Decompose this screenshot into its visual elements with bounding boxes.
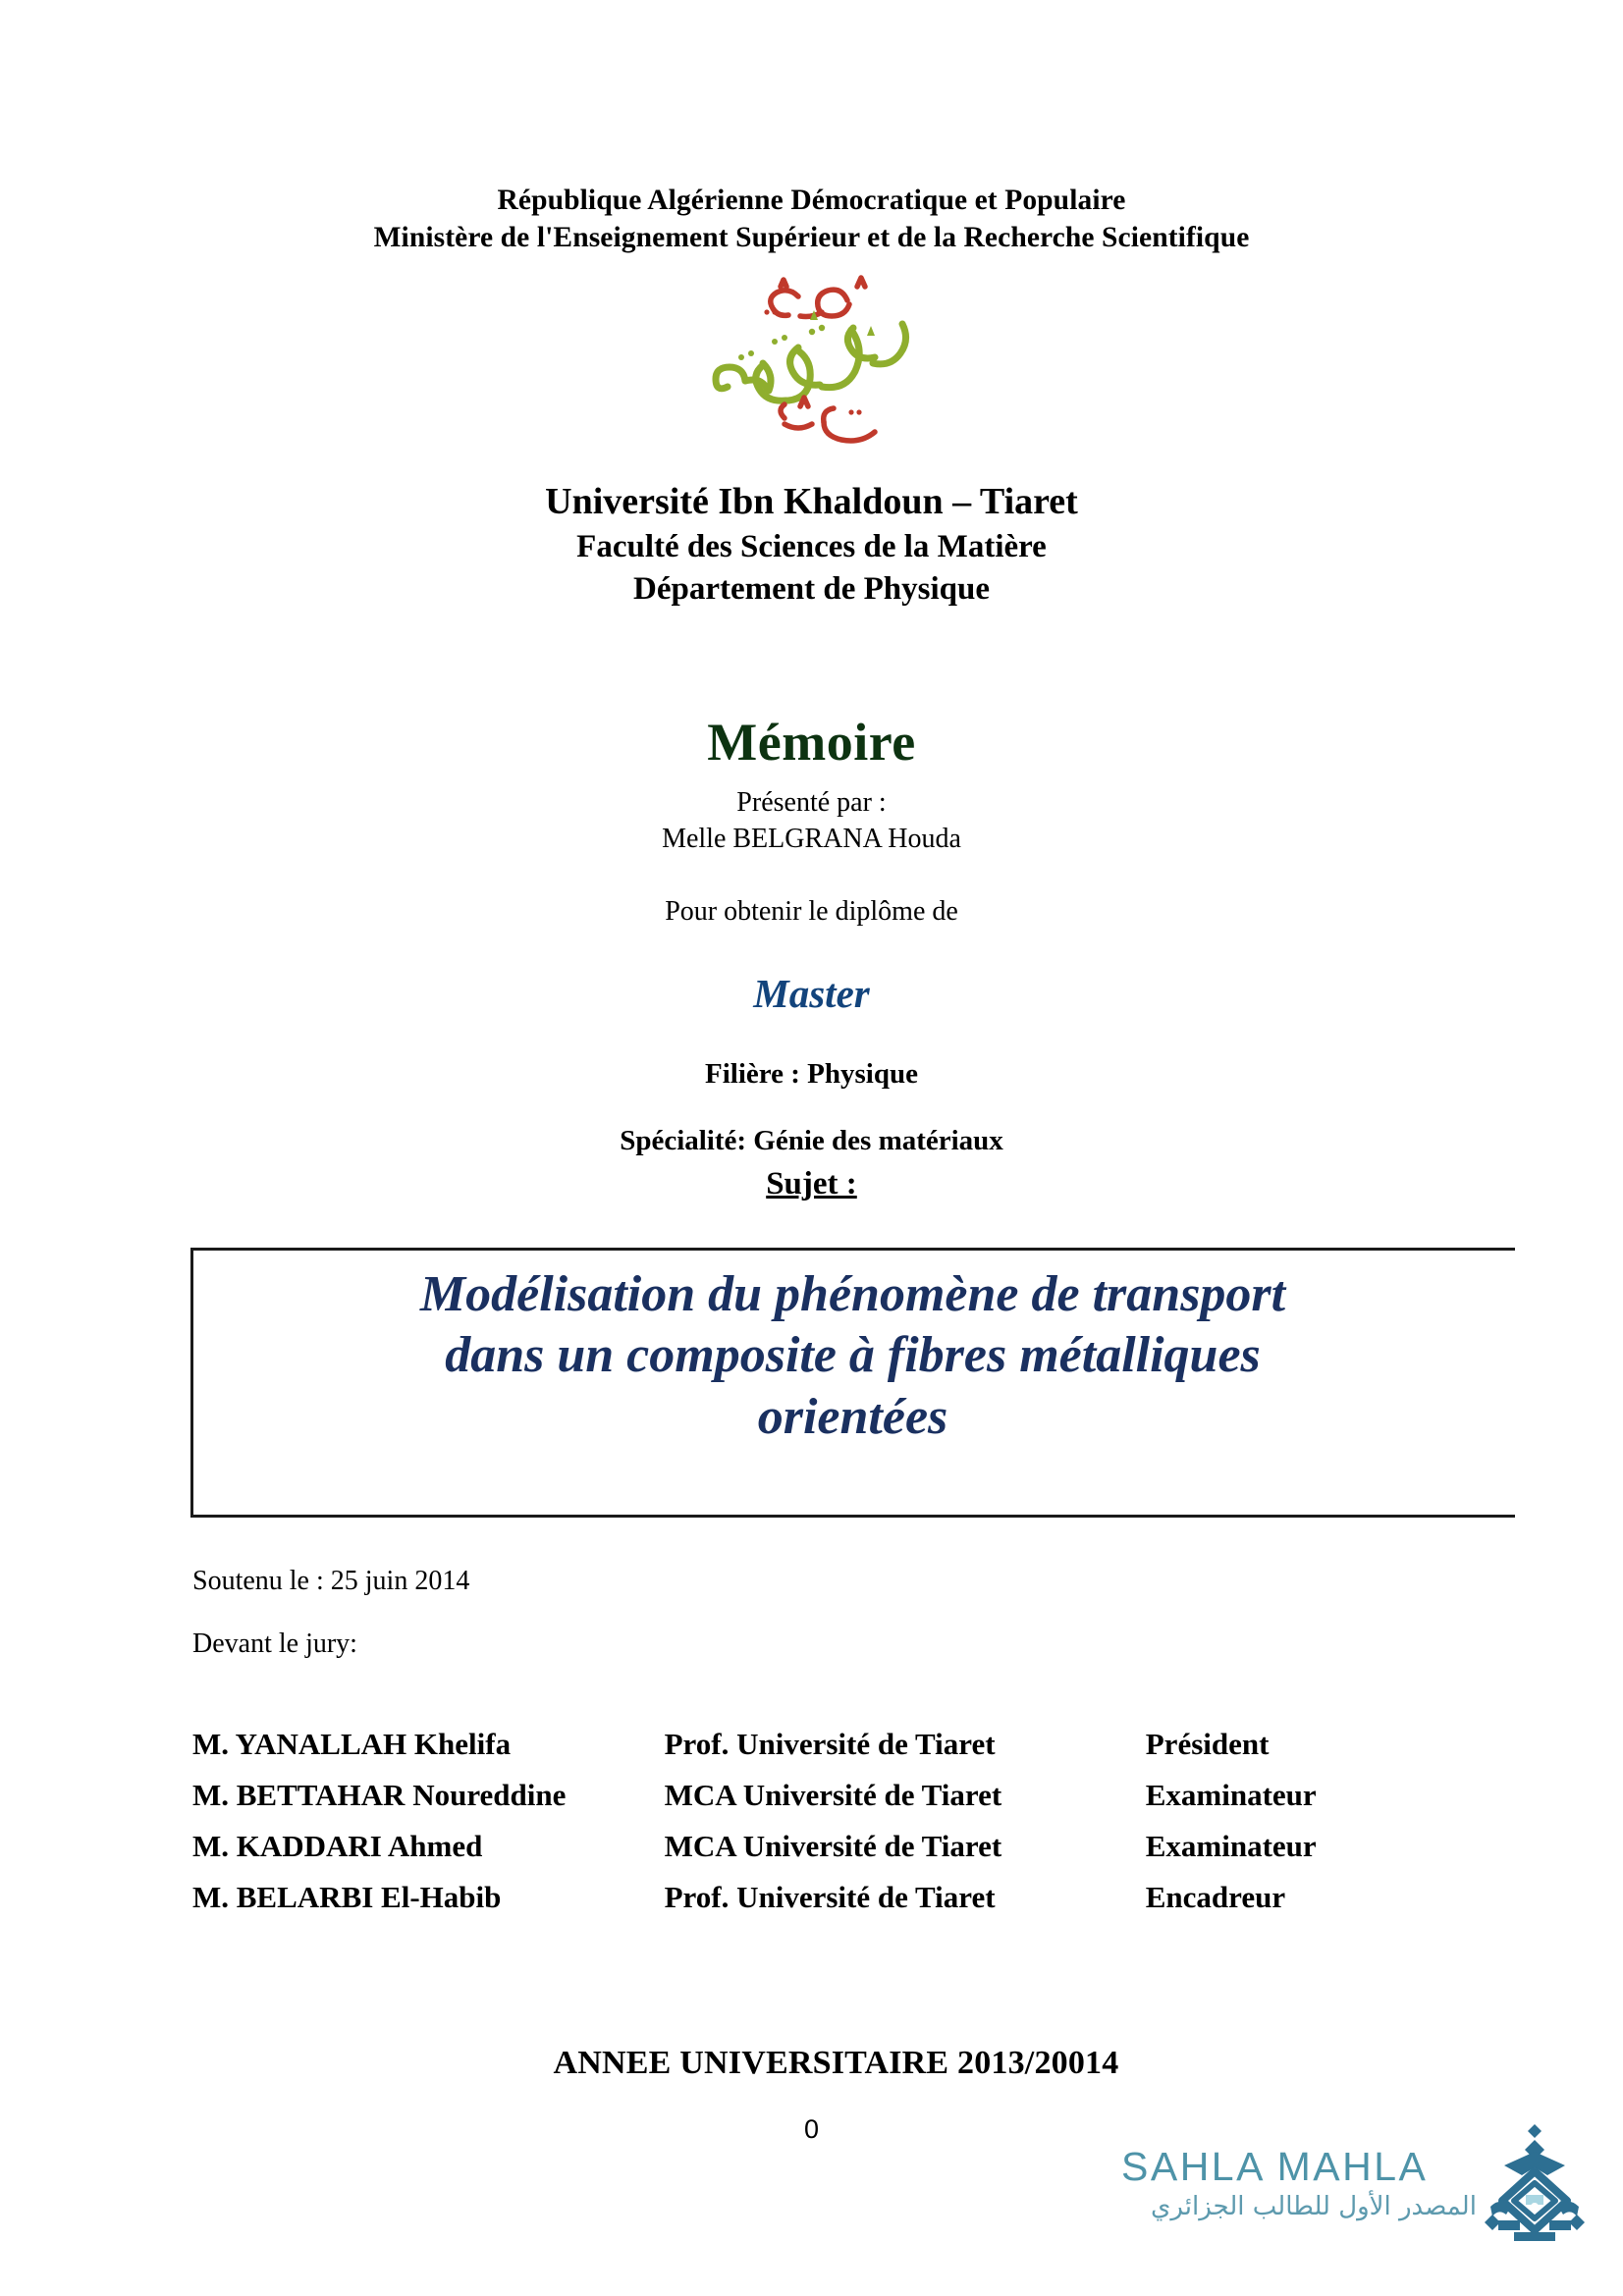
jury-member-grade: MCA Université de Tiaret xyxy=(664,1778,1002,1812)
page-number: 0 xyxy=(803,2114,820,2144)
subject-label xyxy=(0,1166,1623,1202)
watermark-brand: SAHLA MAHLA xyxy=(1121,2144,1429,2189)
thesis-title-line-2: dans un composite à fibres métalliques xyxy=(445,1327,1261,1384)
subject-label-text: Sujet : xyxy=(766,1166,857,1201)
ministry-line: Ministère de l'Enseignement Supérieur et de la Recherche Scientifique xyxy=(373,221,1250,253)
watermark-tagline: المصدر الأول للطالب الجزائري xyxy=(1151,2192,1477,2221)
thesis-title-line-3: orientées xyxy=(757,1388,948,1445)
author-name: Melle BELGRANA Houda xyxy=(662,823,961,854)
presented-by-label: Présenté par : xyxy=(736,787,887,818)
jury-member-name: M. KADDARI Ahmed xyxy=(192,1829,483,1863)
jury-member-name: M. YANALLAH Khelifa xyxy=(192,1727,512,1761)
thesis-title-line-1: Modélisation du phénomène de transport xyxy=(419,1266,1286,1322)
academic-year xyxy=(0,2045,1623,2082)
jury-member-role: Examinateur xyxy=(1145,1829,1317,1863)
specialite-line: Spécialité: Génie des matériaux xyxy=(620,1125,1003,1156)
diploma-intro: Pour obtenir le diplôme de xyxy=(665,896,958,927)
academic-year-text: ANNEE UNIVERSITAIRE 2013/20014 xyxy=(553,2045,1119,2081)
jury-member-role: Encadreur xyxy=(1145,1880,1286,1914)
university-name: Université Ibn Khaldoun – Tiaret xyxy=(545,481,1078,522)
table-row xyxy=(192,1880,1508,1931)
jury-table xyxy=(192,1727,1508,1931)
jury-label: Devant le jury: xyxy=(192,1629,357,1659)
thesis-title xyxy=(190,1264,1515,1448)
institution-block xyxy=(0,478,1623,611)
university-logo xyxy=(0,267,1623,468)
sahla-mahla-watermark xyxy=(1121,2128,1593,2266)
memoire-heading: Mémoire xyxy=(707,713,916,772)
jury-member-grade: Prof. Université de Tiaret xyxy=(664,1727,996,1761)
degree-name: Master xyxy=(753,971,870,1016)
jury-member-role: Examinateur xyxy=(1145,1778,1317,1812)
republic-line: République Algérienne Démocratique et Populaire xyxy=(497,185,1126,216)
jury-member-grade: MCA Université de Tiaret xyxy=(664,1829,1002,1863)
jury-member-name: M. BETTAHAR Noureddine xyxy=(192,1778,567,1812)
jury-member-name: M. BELARBI El-Habib xyxy=(192,1880,502,1914)
table-row xyxy=(192,1778,1508,1829)
filiere-line: Filière : Physique xyxy=(705,1058,918,1090)
table-row xyxy=(192,1727,1508,1778)
presented-by-block xyxy=(0,785,1623,858)
defense-date: Soutenu le : 25 juin 2014 xyxy=(192,1566,470,1596)
university-logo-icon xyxy=(665,267,959,463)
sahla-mahla-emblem-icon xyxy=(1477,2122,1593,2248)
table-row xyxy=(192,1829,1508,1880)
jury-member-role: Président xyxy=(1145,1727,1270,1761)
department-name: Département de Physique xyxy=(633,571,990,608)
faculty-name: Faculté des Sciences de la Matière xyxy=(576,529,1047,565)
ministry-header xyxy=(0,183,1623,257)
jury-member-grade: Prof. Université de Tiaret xyxy=(664,1880,996,1914)
